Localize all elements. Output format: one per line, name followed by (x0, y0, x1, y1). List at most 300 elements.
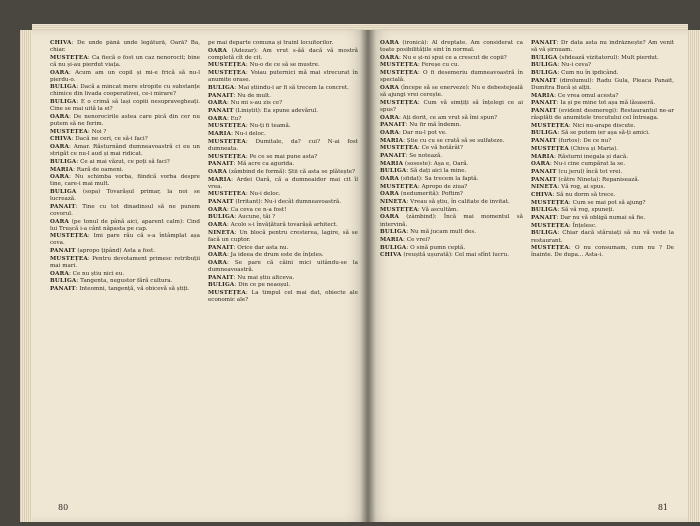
line-text: : Nu-i cine cumpărat la se. (550, 161, 626, 168)
line-text: : Ce ai mai văzut, ce poți să faci? (76, 158, 170, 165)
line-text: (Chiva și Maria). (568, 145, 619, 152)
script-line (531, 55, 674, 62)
script-line (208, 260, 358, 274)
script-line (380, 191, 523, 198)
left-page-column-2 (208, 40, 358, 492)
script-line (531, 184, 674, 191)
script-line (50, 40, 200, 54)
script-line (531, 108, 674, 122)
line-text: : Rară de oameni. (73, 166, 124, 173)
script-line (380, 40, 523, 54)
speaker-name: PANAIT (50, 203, 76, 210)
speaker-name: MARIA (380, 160, 404, 167)
line-text: : Ca ceva ce n-a fost! (227, 206, 287, 213)
script-line (50, 114, 200, 128)
script-line (208, 275, 358, 282)
speaker-name: MUSTEȚEA (531, 245, 569, 252)
script-line (50, 136, 200, 143)
script-line (531, 146, 674, 153)
line-text: : Nu schimba vorba, fiindcă vorba despre tine, care-i mai mult. (50, 174, 200, 188)
line-text: : Ce vrei? (403, 236, 431, 243)
line-text: (cu jerul) încă tot vrei. (556, 168, 623, 175)
line-text: : O sină pumn ceptă. (406, 244, 466, 251)
script-line (531, 207, 674, 214)
script-line (208, 62, 358, 69)
line-text: : Nu-i ceva? (557, 62, 592, 69)
line-text: : Ia și pe mine tot așa mă lăsaseră. (556, 100, 656, 107)
line-text: (zâmbind de formă): Știi că asta se plătește? (227, 168, 356, 175)
script-line (380, 85, 523, 99)
script-line (380, 153, 523, 160)
page-number-right: 81 (657, 503, 668, 512)
speaker-name: OARA (531, 161, 551, 168)
line-text: (sopa) Tovarășul primar, la noi se lucrează. (50, 189, 200, 203)
speaker-name: BULIGA (50, 189, 77, 195)
speaker-name: PANAIT (531, 215, 557, 222)
line-text: : De nenorocirile astea care pică din cer nu putem să ne ferim. (50, 113, 200, 127)
speaker-name: BULIGA (50, 84, 77, 91)
script-line (208, 290, 358, 304)
script-line (208, 131, 358, 138)
speaker-name: OARA (208, 252, 228, 259)
speaker-name: PANAIT (531, 40, 557, 46)
script-line (531, 230, 674, 244)
script-line (531, 200, 674, 207)
speaker-name: OARA (380, 84, 400, 91)
script-line (208, 207, 358, 214)
speaker-name: OARA (380, 40, 400, 46)
script-line (380, 62, 523, 69)
script-line (208, 214, 358, 221)
line-text: pe mai departe comuna și trainl locuitorilor. (208, 40, 334, 46)
line-text: (apropo țipând) Asta a fost. (75, 248, 156, 255)
line-text: (către Nineta): Repanisează. (556, 176, 640, 183)
line-text: : Să se putem ier așa să-ți amici. (557, 130, 650, 137)
line-text: (pe tonul de până aici, aparent calm): Cind lui Trușcă i-a cânt năpasta pe cap. (50, 218, 200, 232)
line-text: (Liniștit): Ea spune adevărul. (233, 108, 318, 114)
speaker-name: OARA (208, 100, 228, 107)
script-line (531, 130, 674, 137)
line-text: : Fereșe cu cu. (417, 62, 460, 69)
speaker-name: BULIGA (380, 244, 407, 251)
line-text: : Voiau puternici mă mai strecurat în anumite orase. (208, 70, 358, 84)
speaker-name: OARA (208, 206, 228, 213)
speaker-name: OARA (50, 113, 70, 120)
line-text: : Dr data asta nu îndrăznește? Am venit să vă șirnuam. (531, 40, 674, 54)
line-text: : Nu e și-ni spui ce a crescut de copii? (399, 54, 507, 61)
line-text: : Nu-o de ce să se mustre. (245, 62, 320, 69)
line-text: : Cum nu în ipdicând. (557, 70, 619, 77)
speaker-name: PANAIT (531, 176, 557, 183)
speaker-name: PANAIT (380, 122, 406, 129)
speaker-name: OARA (50, 270, 70, 277)
script-line (50, 167, 200, 174)
script-line (208, 199, 358, 206)
line-text: : Nu mi s-au zis ce? (227, 100, 283, 107)
script-line (380, 252, 523, 259)
line-text: : De unde până unde legătură, Oară? Ba, chiar. (50, 40, 200, 54)
line-text: : E o crimă să lași copiii nesupravegheați. Cine se mai uită la ei? (50, 99, 200, 113)
right-page-column-2 (531, 40, 674, 492)
left-page (32, 30, 368, 522)
speaker-name: NINETA (380, 199, 407, 206)
book-spine (360, 30, 376, 522)
speaker-name: PANAIT (50, 285, 76, 292)
speaker-name: MARIA (208, 176, 232, 183)
line-text: : Apropo de ziua? (417, 183, 468, 190)
script-line (531, 78, 674, 92)
speaker-name: OARA (50, 69, 70, 76)
line-text: (ironică): Al dreptate. Am considerat ca toate posibilitățile sint în normal. (380, 40, 523, 54)
line-text: : Cum vă simțiți să înțelegi ce ai spus? (380, 99, 523, 113)
script-line (380, 199, 523, 206)
speaker-name: OARA (380, 191, 400, 198)
speaker-name: MARIA (531, 92, 555, 99)
script-line (50, 159, 200, 166)
speaker-name: MUSTEȚEA (208, 123, 246, 130)
script-line (208, 100, 358, 107)
script-line (531, 192, 674, 199)
script-line (380, 161, 523, 168)
page-edge-right (688, 30, 700, 522)
script-line (531, 245, 674, 259)
speaker-name: MUSTEȚEA (208, 62, 246, 69)
speaker-name: MUSTEȚEA (531, 199, 569, 206)
script-line (380, 168, 523, 175)
script-line (208, 154, 358, 161)
line-text: : Amar. Răsturnând dumneavoastră ci eu un strigăt ce nu-l aud și mai ridicat. (50, 144, 200, 158)
line-text: : Ați dorit, ce am vrut să îmi spun? (399, 114, 498, 121)
script-line (380, 115, 523, 122)
speaker-name: PANAIT (208, 274, 234, 281)
script-line (50, 278, 200, 285)
speaker-name: OARA (380, 214, 400, 221)
script-line (50, 129, 200, 136)
script-line (380, 138, 523, 145)
speaker-name: BULIGA (531, 130, 558, 137)
script-line (380, 70, 523, 84)
speaker-name: MUSTEȚEA (531, 122, 569, 129)
line-text: : Nu mai știu altceva. (233, 274, 295, 281)
speaker-name: OARA (208, 259, 228, 266)
script-line (380, 176, 523, 183)
script-line (208, 161, 358, 168)
speaker-name: OARA (380, 176, 400, 182)
script-line (208, 93, 358, 100)
line-text: : Ce vă hotărât? (417, 145, 464, 152)
script-line (50, 189, 200, 203)
line-text: (Irritant): Nu-i decât dumneavoastră. (233, 199, 342, 206)
line-text: : Acolo s-i învățătură tovarășă arhitect. (227, 222, 338, 229)
speaker-name: MARIA (50, 166, 74, 173)
speaker-name: MUSTEȚEA (208, 290, 246, 297)
line-text: : Ca fiecă o fost un caz nenorocit; bine că nu și-au pierdut viața. (50, 54, 200, 68)
script-line (50, 248, 200, 255)
line-text: : Un blocă pentru cresterea, lagire, să se facă un cuptor. (208, 229, 358, 243)
line-text: (evident desmeregi): Restaurantul ne-ar răsplăti de anumitele trecutului cel întreaga. (531, 108, 674, 122)
speaker-name: MUSTEȚEA (380, 206, 418, 213)
speaker-name: MUSTEȚEA (50, 233, 88, 240)
line-text: : Să nu dorm să trece. (552, 191, 616, 198)
line-text: : Noi ? (87, 128, 107, 135)
script-line (50, 55, 200, 69)
line-text: : Ce nu știu nici eu. (69, 270, 125, 277)
script-line (208, 222, 358, 229)
line-text: (sfidat): Sa trecem la faptă. (399, 176, 479, 182)
speaker-name: OARA (380, 54, 400, 61)
script-line (208, 169, 358, 176)
script-line (380, 229, 523, 236)
line-text: : O fi desemeriu dumneavoastră în specială. (380, 70, 523, 84)
script-line (208, 139, 358, 153)
script-line (531, 70, 674, 77)
line-text: : Ja ideea de drum este de înțeles. (227, 252, 324, 259)
speaker-name: MUSTEȚEA (531, 222, 569, 229)
line-text: (soseste): Așa e, Oară. (403, 160, 469, 167)
script-line (50, 174, 200, 188)
line-text: : Ardei Oară, că a dumneaidor mai cit îl vrea. (208, 176, 358, 190)
line-text: : Nici nu-arape discute. (568, 122, 636, 129)
script-line (531, 169, 674, 176)
speaker-name: CHIVA (531, 191, 553, 198)
line-text: : Mai știindu-i ar fi să trecem la concret. (234, 84, 349, 91)
speaker-name: MUSTEȚEA (208, 138, 246, 145)
line-text: : O nu consumam, cum nu ? De înainte. De dupa... Asta-i. (531, 245, 674, 259)
speaker-name: MUSTEȚEA (531, 145, 569, 152)
script-line (208, 177, 358, 191)
speaker-name: BULIGA (531, 230, 558, 237)
line-text: : Imi pare rău că s-a întâmplat așa ceva. (50, 233, 200, 247)
line-text: : Dar nu vă obligă numai să fie. (556, 215, 646, 222)
speaker-name: CHIVA (50, 136, 72, 143)
line-text: : Eu? (227, 115, 242, 122)
line-text: : La timpul cel mai dat, obiecte ale economic ale? (208, 290, 358, 304)
speaker-name: NINETA (531, 184, 558, 191)
line-text: : Vă ascultăm. (417, 206, 459, 213)
script-line (531, 62, 674, 69)
script-line (50, 286, 200, 293)
script-line (531, 93, 674, 100)
script-line (208, 282, 358, 289)
script-line (208, 70, 358, 84)
speaker-name: BULIGA (50, 158, 77, 165)
speaker-name: OARA (380, 129, 400, 136)
line-text: : Nu mă jucam mult des. (406, 229, 476, 236)
line-text: (reușită ușurată): Cel mai sfînt lucru. (401, 252, 509, 259)
script-line (208, 230, 358, 244)
speaker-name: MUSTEȚEA (380, 183, 418, 190)
line-text: : Tangenta, negustor fără cultura. (76, 278, 173, 285)
line-text: : Știe cu cu se crată să se sulfateze. (403, 137, 505, 144)
line-text: : Dacă a mincat mere stropite cu substanțe chimice din livada cooperativei, ce-i mirare? (50, 84, 200, 98)
script-line (531, 177, 674, 184)
line-text: : Înțelesc. (568, 222, 597, 229)
line-text: : Nu-i deloc. (231, 131, 266, 138)
script-line (208, 252, 358, 259)
line-text: : Vreau să știu, în calitate de invitat. (406, 199, 510, 206)
speaker-name: BULIGA (208, 214, 235, 221)
speaker-name: PANAIT (531, 108, 557, 114)
speaker-name: OARA (208, 47, 228, 54)
script-line (531, 40, 674, 54)
speaker-name: PANAIT (208, 92, 234, 99)
speaker-name: BULIGA (208, 84, 235, 91)
script-line (208, 116, 358, 123)
speaker-name: OARA (50, 218, 70, 225)
speaker-name: BULIGA (50, 278, 77, 285)
line-text: : Nu de mult. (233, 92, 271, 99)
script-line (50, 256, 200, 270)
line-text: : Să vă rog, spuneți. (557, 207, 615, 214)
script-line (531, 100, 674, 107)
speaker-name: OARA (380, 114, 400, 121)
script-line (208, 191, 358, 198)
script-line (50, 70, 200, 84)
line-text: : Orice dar asta nu. (233, 244, 289, 251)
speaker-name: OARA (208, 222, 228, 229)
speaker-name: PANAIT (531, 77, 557, 84)
speaker-name: PANAIT (208, 199, 234, 206)
line-text: : Vă rog, ai spus. (557, 184, 606, 191)
script-line (208, 85, 358, 92)
line-text: : Acum am un copil și mi-e frică să nu-l pierdu-o. (50, 69, 200, 83)
line-text: : Tine cu tot dinadinsul să ne punem covorul. (50, 203, 200, 217)
speaker-name: MUSTEȚEA (208, 153, 246, 160)
line-text: : Se notează. (405, 152, 443, 159)
line-text: : Mă acre ca agurida. (233, 161, 295, 168)
line-text: : Dacă ne ceri, ce să-i faci? (71, 136, 148, 143)
speaker-name: MUSTEȚEA (50, 54, 88, 61)
script-line (380, 184, 523, 191)
speaker-name: MUSTEȚEA (208, 70, 246, 77)
line-text: (sfidează vizitatorul): Mult pierdut. (557, 54, 659, 61)
script-line (531, 123, 674, 130)
speaker-name: BULIGA (208, 282, 235, 289)
speaker-name: MARIA (531, 153, 555, 160)
line-text: : Nu-ți fi teamă. (245, 123, 291, 130)
script-line (208, 245, 358, 252)
speaker-name: OARA (50, 174, 70, 181)
speaker-name: MARIA (380, 236, 404, 243)
speaker-name: PANAIT (208, 108, 234, 114)
script-line (380, 55, 523, 62)
script-line (50, 144, 200, 158)
speaker-name: MUSTEȚEA (380, 70, 418, 77)
script-line (208, 123, 358, 130)
speaker-name: PANAIT (208, 244, 234, 251)
line-text: : Pe ce se mai pune asta? (245, 153, 318, 160)
script-line (50, 99, 200, 113)
line-text: (dirolumul): Radu Gula, Pleaca Panait, Dumitra Bucă și alții. (531, 77, 674, 91)
script-line (380, 245, 523, 252)
script-line (208, 108, 358, 115)
line-text: : Cum se mai pot să ajung? (568, 199, 646, 206)
line-text: (nedumerită): Poftim? (399, 191, 463, 198)
speaker-name: BULIGA (50, 99, 77, 106)
page-edge-left (20, 30, 32, 522)
line-text: : Dar nu-l pot ve. (399, 129, 447, 136)
left-page-column-1 (50, 40, 200, 492)
line-text: : Se pare că câini mici uitându-se la dumneavoastră. (208, 259, 358, 274)
speaker-name: BULIGA (531, 62, 558, 69)
script-line (380, 145, 523, 152)
script-line (531, 161, 674, 168)
script-line (208, 40, 358, 47)
line-text: : Nu-i deloc. (245, 191, 281, 198)
line-text: : Nu fir mă îndemn. (405, 122, 462, 129)
line-text: : Inteomni, tangență, vă obicevă să știți. (75, 285, 190, 292)
line-text: (zâmbind): Încă mai momentul să intervină. (380, 214, 523, 228)
speaker-name: PANAIT (531, 100, 557, 107)
script-line (380, 100, 523, 114)
line-text: : Dumitale, da? cui? N-ai fost dumneata. (208, 138, 358, 152)
speaker-name: MARIA (380, 137, 404, 144)
speaker-name: CHIVA (380, 252, 402, 259)
speaker-name: MARIA (208, 131, 232, 138)
script-line (50, 233, 200, 247)
speaker-name: PANAIT (531, 138, 557, 145)
speaker-name: OARA (208, 168, 228, 175)
line-text: : Ce vrea omul acesta? (554, 92, 619, 99)
script-line (531, 138, 674, 145)
speaker-name: PANAIT (50, 248, 76, 255)
script-line (50, 204, 200, 218)
line-text: (Adezar): Am vrut s-ăă dacă vă mostră completă cît de cit. (208, 47, 358, 61)
line-text: : Răsturni inegala și dacă. (554, 153, 629, 160)
script-line (380, 237, 523, 244)
right-page-column-1 (380, 40, 523, 492)
script-line (380, 122, 523, 129)
speaker-name: MUSTEȚEA (50, 255, 88, 262)
script-line (531, 215, 674, 222)
script-line (50, 219, 200, 233)
speaker-name: BULIGA (531, 54, 558, 61)
speaker-name: MUSTEȚEA (208, 191, 246, 198)
speaker-name: BULIGA (531, 70, 558, 77)
speaker-name: PANAIT (380, 152, 406, 159)
page-number-left: 80 (58, 503, 69, 512)
script-line (50, 84, 200, 98)
speaker-name: BULIGA (380, 229, 407, 236)
script-line (208, 48, 358, 62)
speaker-name: MUSTEȚEA (380, 62, 418, 69)
line-text: : Aucune, tăi ? (234, 214, 276, 221)
script-line (531, 223, 674, 230)
speaker-name: MUSTEȚEA (50, 128, 88, 135)
speaker-name: PANAIT (531, 168, 557, 175)
line-text: : Să dați aici la mine. (406, 168, 467, 175)
line-text: : Chiar dacă stăruiați să nu vă vede la restaurant. (531, 230, 674, 244)
speaker-name: MUSTEȚEA (380, 99, 418, 106)
line-text: (începe să se enerveze): Nu e debestejeală să ajungi vrei cerește. (380, 84, 523, 99)
speaker-name: BULIGA (531, 207, 558, 214)
script-line (380, 130, 523, 137)
speaker-name: OARA (208, 115, 228, 122)
speaker-name: BULIGA (380, 168, 407, 175)
speaker-name: NINETA (208, 229, 235, 236)
line-text: : Pentru devotament primesc retribuții mai mari. (50, 255, 200, 269)
speaker-name: MUSTEȚEA (380, 145, 418, 152)
speaker-name: PANAIT (208, 161, 234, 168)
script-line (531, 154, 674, 161)
script-line (380, 207, 523, 214)
speaker-name: CHIVA (50, 40, 72, 46)
speaker-name: OARA (50, 144, 70, 151)
script-line (50, 271, 200, 278)
line-text: : Din ce pe neaoșul. (234, 282, 291, 289)
script-line (380, 214, 523, 228)
right-page (368, 30, 688, 522)
